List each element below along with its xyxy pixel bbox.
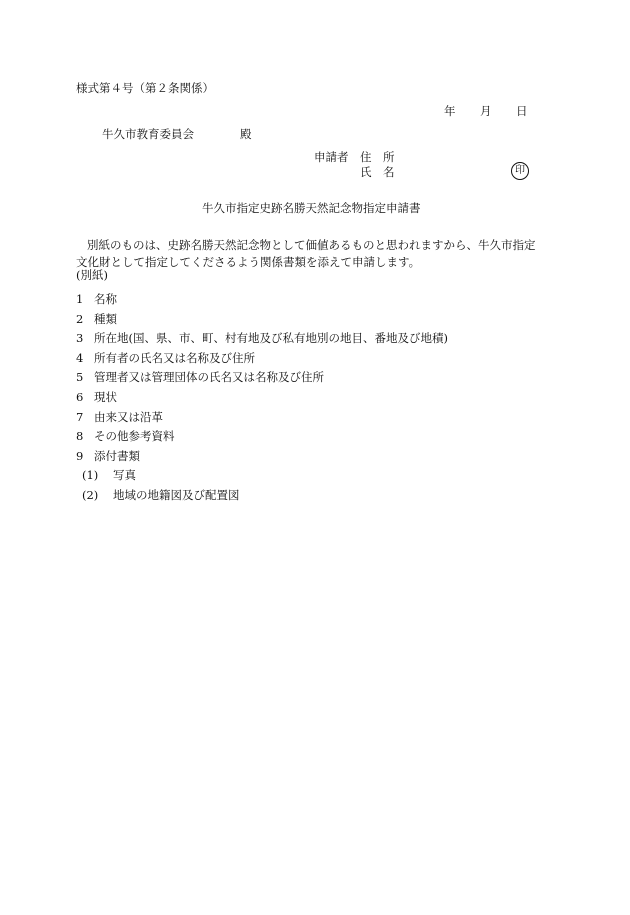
sub-list-item-text: 地域の地籍図及び配置図 <box>113 487 240 502</box>
list-item-text: 種類 <box>94 311 117 326</box>
sub-list-item-number: (1) <box>82 468 99 483</box>
date-day-label: 日 <box>516 104 528 118</box>
list-item-number: 6 <box>76 389 84 404</box>
list-item-number: 5 <box>76 370 84 385</box>
application-body-text: 別紙のものは、史跡名勝天然記念物として価値あるものと思われますから、牛久市指定文化財として指定してくださるよう関係書類を添えて申請します。 <box>76 238 536 269</box>
form-number-label: 様式第４号（第２条関係） <box>76 81 214 95</box>
list-item <box>76 349 448 369</box>
sub-list-item-text: 写真 <box>113 468 136 483</box>
list-item-text: その他参考資料 <box>94 429 175 444</box>
list-item-text: 所在地(国、県、市、町、村有地及び私有地別の地目、番地及び地積) <box>94 331 448 346</box>
list-item-text: 添付書類 <box>94 448 140 463</box>
list-item <box>76 447 448 467</box>
list-item <box>76 310 448 330</box>
list-item-number: 9 <box>76 448 84 463</box>
attachment-header: (別紙) <box>76 268 108 282</box>
addressee-name: 牛久市教育委員会 <box>102 127 194 141</box>
list-item-number: 7 <box>76 409 84 424</box>
sub-list-item-number: (2) <box>82 487 99 502</box>
applicant-label: 申請者 <box>314 150 349 164</box>
list-item-text: 所有者の氏名又は名称及び住所 <box>94 350 255 365</box>
list-item-text: 現状 <box>94 389 117 404</box>
list-item-text: 名称 <box>94 292 117 306</box>
list-item-number: 8 <box>76 429 84 444</box>
document-title: 牛久市指定史跡名勝天然記念物指定申請書 <box>202 201 421 215</box>
list-item <box>76 408 448 428</box>
addressee-honorific: 殿 <box>240 127 252 141</box>
list-item <box>76 427 448 447</box>
address-label: 住 所 <box>360 150 395 164</box>
sub-list-item <box>76 466 448 486</box>
list-item-number: 2 <box>76 311 84 326</box>
list-item-number: 4 <box>76 350 84 365</box>
sub-list-item <box>76 486 448 506</box>
list-item-text: 由来又は沿革 <box>94 409 163 424</box>
date-month-label: 月 <box>480 104 492 118</box>
list-item-number: 3 <box>76 331 84 346</box>
date-year-label: 年 <box>444 104 456 118</box>
seal-icon: 印 <box>511 162 529 180</box>
list-item-text: 管理者又は管理団体の氏名又は名称及び住所 <box>94 370 324 385</box>
list-item <box>76 290 448 310</box>
list-item <box>76 368 448 388</box>
list-item-number: 1 <box>76 292 84 306</box>
name-label: 氏 名 <box>360 165 395 179</box>
list-item <box>76 329 448 349</box>
attachment-item-list <box>76 290 448 506</box>
list-item <box>76 388 448 408</box>
